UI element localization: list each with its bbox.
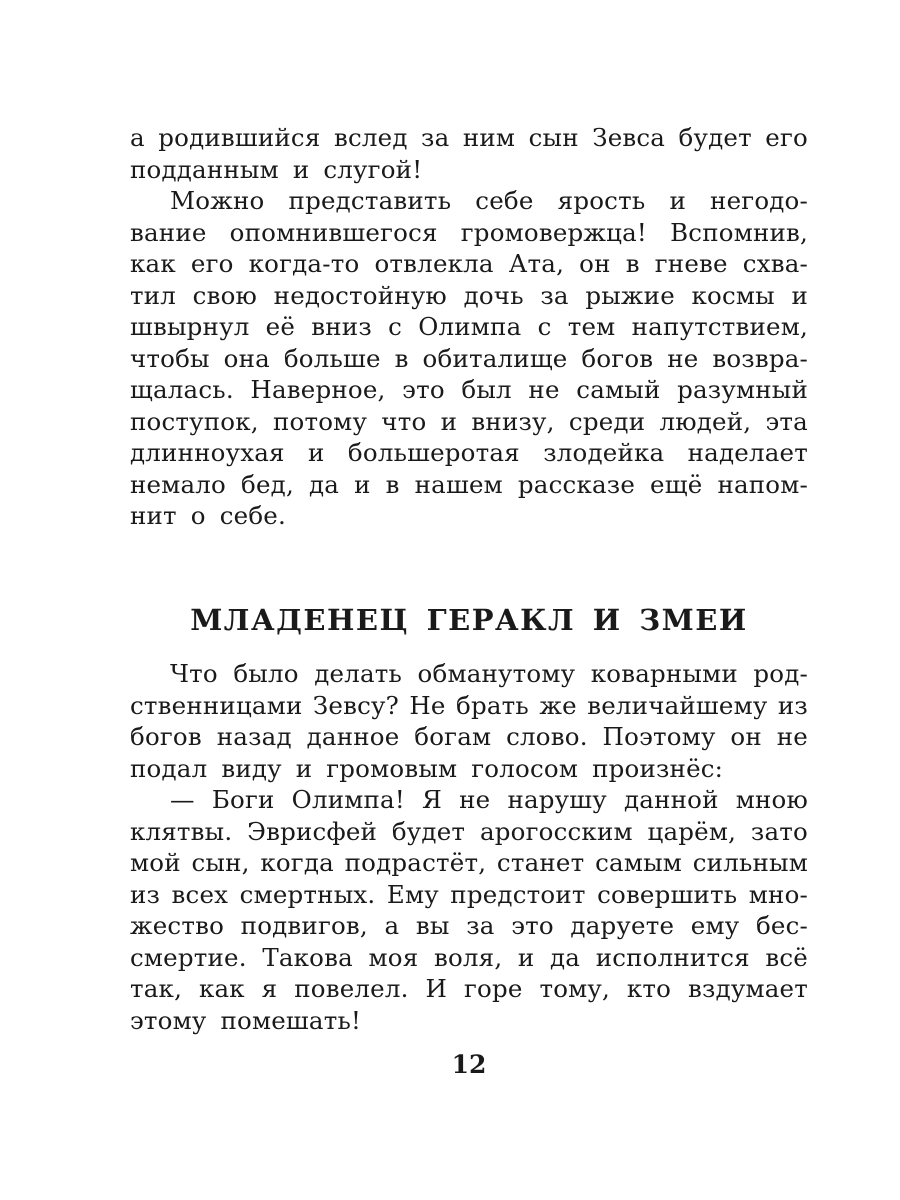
- text-line: а родившийся вслед за ним сын Зевса будет его: [130, 123, 808, 152]
- paragraph-first-line: Что было делать обманутому коварными род-: [170, 659, 808, 688]
- text-line: жество подвигов, а вы за это даруете ему бес-: [130, 911, 808, 940]
- paragraph-first-line: Можно представить себе ярость и негодо-: [170, 186, 808, 215]
- chapter-heading: МЛАДЕНЕЦ ГЕРАКЛ И ЗМЕИ: [190, 603, 748, 637]
- text-line: этому помешать!: [130, 1005, 362, 1035]
- text-line: как его когда-то отвлекла Ата, он в гневе схва-: [130, 249, 808, 278]
- page-number: 12: [451, 1050, 487, 1079]
- top-text-block: [130, 122, 808, 532]
- text-line: смертие. Такова моя воля, и да исполнится всё: [130, 942, 808, 972]
- text-line: поступок, потому что и внизу, среди людей, эта: [130, 406, 808, 436]
- text-line: швырнул её вниз с Олимпа с тем напутствием,: [130, 312, 808, 341]
- text-line: чтобы она больше в обиталище богов не возвра-: [130, 343, 808, 373]
- bottom-text-block: [130, 658, 808, 1036]
- paragraph-first-line: — Боги Олимпа! Я не нарушу данной мною: [170, 785, 808, 814]
- text-line: вание опомнившегося громовержца! Вспомнив,: [130, 217, 808, 247]
- text-line: ственницами Зевсу? Не брать же величайшему из: [130, 690, 808, 720]
- text-line: подданным и слугой!: [130, 154, 423, 184]
- text-line: богов назад данное богам слово. Поэтому он не: [130, 722, 808, 751]
- text-line: тил свою недостойную дочь за рыжие космы и: [130, 280, 808, 310]
- text-line: нит о себе.: [130, 501, 286, 530]
- text-line: длинноухая и большеротая злодейка наделает: [130, 438, 808, 467]
- text-line: подал виду и громовым голосом произнёс:: [130, 753, 724, 783]
- text-line: щалась. Наверное, это был не самый разумный: [130, 375, 808, 404]
- text-line: так, как я повелел. И горе тому, кто вздумает: [130, 974, 808, 1003]
- text-line: мой сын, когда подрастёт, станет самым сильным: [130, 848, 808, 877]
- text-line: немало бед, да и в нашем рассказе ещё напом-: [130, 469, 808, 499]
- text-line: клятвы. Эврисфей будет арогосским царём, зато: [130, 816, 808, 846]
- text-line: из всех смертных. Ему предстоит совершить мно-: [130, 879, 808, 909]
